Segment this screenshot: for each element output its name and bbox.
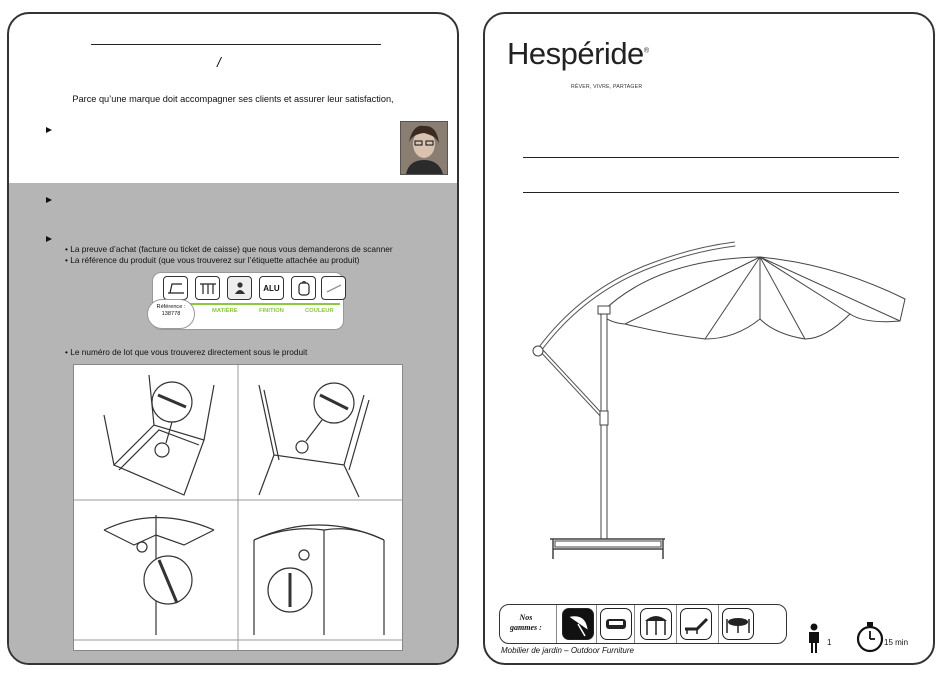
ranges-label-line1: Nos [519,613,533,622]
lot-number-text: • Le numéro de lot que vous trouverez directement sous le produit [65,347,308,357]
footer-caption: Mobilier de jardin – Outdoor Furniture [501,646,634,655]
bullet-text: La référence du produit (que vous trouverez sur l’étiquette attachée au produit) [70,255,360,265]
right-page [483,12,935,665]
ranges-label-line2: gammes : [510,623,542,632]
finish-column: FINITION [259,308,284,314]
sunlounger-range-icon[interactable] [680,608,712,640]
bullet-arrow-icon [46,197,52,203]
product-subtitle-line [523,192,899,193]
alu-material-icon [259,276,284,300]
parasol-icon [163,276,188,300]
divider [596,605,597,643]
divider [634,605,635,643]
color-column: COULEUR [305,308,334,314]
divider [718,605,719,643]
persons-count: 1 [827,638,832,647]
customer-service-photo [400,121,448,175]
reference-label: Référence : [156,304,186,310]
bullet-text: La preuve d’achat (facture ou ticket de caisse) que nous vous demanderons de scanner [70,244,393,254]
title-line [91,44,381,45]
bullet-proof-of-purchase: • La preuve d’achat (facture ou ticket de caisse) que nous vous demanderons de scanner [65,244,393,254]
reference-bubble [147,299,195,329]
timer-icon [856,621,886,658]
brand-tagline: RÊVER, VIVRE, PARTAGER [571,84,643,90]
ruler-icon [321,276,346,300]
left-page [7,12,459,665]
lounge-set-range-icon[interactable] [600,608,632,640]
alu-text: ALU [263,283,280,293]
product-ranges-box [499,604,787,644]
bullet-arrow-icon [46,127,52,133]
backpack-icon [291,276,316,300]
bullet-product-reference: • La référence du produit (que vous trouverez sur l’étiquette attachée au produit) [65,255,360,265]
table-icon [195,276,220,300]
divider [556,605,557,643]
lot-number-diagrams [73,364,403,651]
reference-number: 138778 [161,311,181,317]
gazebo-range-icon[interactable] [640,608,672,640]
bullet-arrow-icon [46,236,52,242]
dining-set-range-icon[interactable] [722,608,754,640]
title-slash: / [217,54,221,70]
cantilever-parasol-illustration [505,239,925,564]
parasol-range-icon[interactable] [562,608,594,640]
brand-logo [507,36,648,72]
assembly-time: 15 min [884,638,909,647]
divider [676,605,677,643]
material-column: MATIÈRE [212,308,238,314]
brand-name: Hespéride [507,36,644,71]
brand-mark: ® [643,47,649,55]
product-label-card [152,272,344,330]
intro-text: Parce qu’une marque doit accompagner ses clients et assurer leur satisfaction, [72,94,394,104]
person-icon [807,623,821,658]
product-title-line [523,157,899,158]
person-icon [227,276,252,300]
ranges-label [510,613,542,633]
